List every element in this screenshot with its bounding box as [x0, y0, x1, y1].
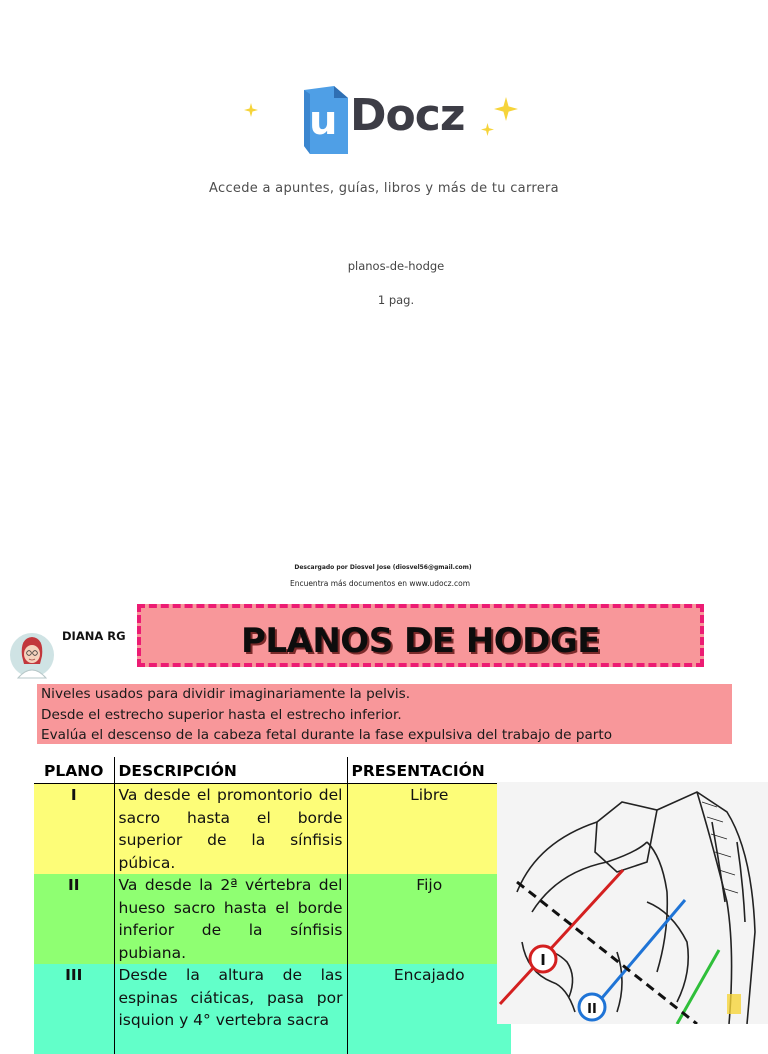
table-row — [34, 784, 511, 875]
intro-line: Niveles usados para dividir imaginariamente la pelvis. — [41, 686, 411, 702]
doctor-avatar-icon — [10, 630, 54, 680]
header-descripcion: DESCRIPCIÓN — [114, 757, 347, 784]
plane-marker-1 — [530, 946, 556, 972]
page-count: 1 pag. — [377, 293, 415, 307]
table-row — [34, 874, 511, 964]
hodge-planes-table — [34, 757, 511, 1054]
download-info: Descargado por Diosvel Jose (diosvel56@gmail.com) — [294, 564, 472, 571]
sparkle-icon — [244, 103, 258, 117]
descripcion-cell: Desde la altura de las espinas ciáticas, pasa por isquion y 4° vertebra sacra — [114, 964, 347, 1054]
plane-marker-2 — [579, 994, 605, 1020]
sparkle-icon — [494, 97, 518, 121]
pelvis-diagram — [497, 782, 768, 1024]
table-row — [34, 964, 511, 1054]
tagline: Accede a apuntes, guías, libros y más de tu carrera — [209, 181, 559, 196]
plano-cell: III — [34, 964, 114, 1054]
header-plano: PLANO — [34, 757, 114, 784]
title-banner — [137, 604, 704, 667]
sparkle-icon — [481, 123, 494, 136]
intro-box — [37, 684, 732, 744]
brand-letter: u — [309, 98, 338, 144]
descripcion-cell: Va desde el promontorio del sacro hasta el borde superior de la sínfisis púbica. — [114, 784, 347, 875]
udocz-logo — [300, 84, 470, 158]
page-title: PLANOS DE HODGE — [240, 621, 601, 661]
document-name: planos-de-hodge — [347, 259, 445, 273]
intro-line: Evalúa el descenso de la cabeza fetal durante la fase expulsiva del trabajo de parto — [41, 727, 613, 743]
plano-cell: I — [34, 784, 114, 875]
more-documents-link[interactable]: Encuentra más documentos en www.udocz.com — [289, 579, 471, 588]
header-presentacion: PRESENTACIÓN — [347, 757, 511, 784]
presentacion-cell: Encajado — [347, 964, 511, 1054]
presentacion-cell: Fijo — [347, 874, 511, 964]
presentacion-cell: Libre — [347, 784, 511, 875]
plane-marker-label: I — [540, 951, 546, 969]
plane-marker-label: II — [587, 1002, 597, 1017]
descripcion-cell: Va desde la 2ª vértebra del hueso sacro hasta el borde inferior de la sínfisis pubiana. — [114, 874, 347, 964]
brand-name: Docz — [350, 90, 465, 141]
author-name: DIANA RG — [62, 629, 126, 643]
plano-cell: II — [34, 874, 114, 964]
intro-line: Desde el estrecho superior hasta el estrecho inferior. — [41, 706, 402, 723]
